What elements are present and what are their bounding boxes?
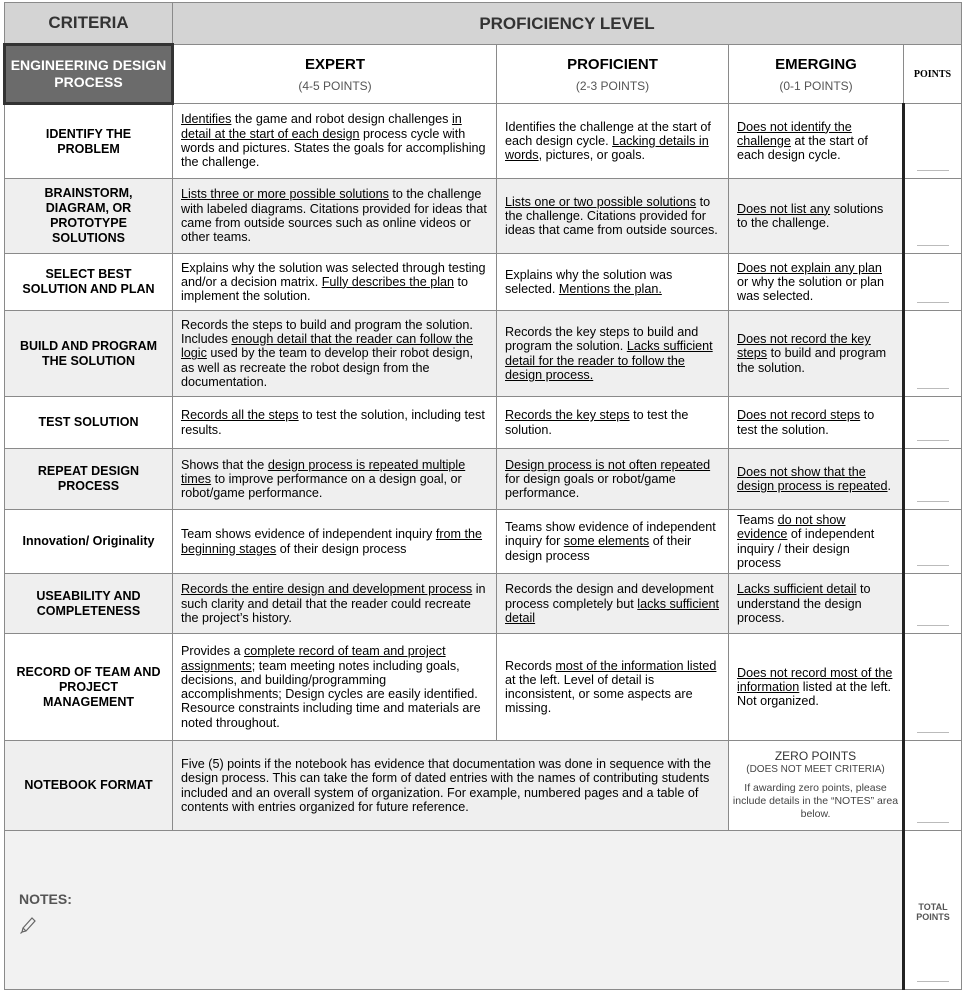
- notebook-format-description: Five (5) points if the notebook has evidence that documentation was done in sequence with the design process. This can take the form of dated entries with the names of contributing students included and an overall system of organization. For example, numbered pages and a table of contents with entries organized for future reference.: [173, 741, 729, 831]
- proficient-header: [497, 45, 729, 104]
- underlined-text: Lists one or two possible solutions: [505, 194, 697, 209]
- zero-points-subtitle: (DOES NOT MEET CRITERIA): [746, 764, 885, 776]
- criteria-rows: [5, 104, 962, 741]
- underlined-text: Lacks sufficient detail: [737, 582, 857, 597]
- proficient-description: [497, 510, 729, 574]
- criteria-row: [5, 104, 962, 179]
- text-segment: at the start of each design cycle.: [737, 133, 868, 163]
- text-segment: Shows that the: [181, 457, 268, 472]
- text-segment: at the left. Level of detail is inconsistent, or some aspects are missing.: [505, 672, 693, 716]
- proficient-description: [497, 311, 729, 397]
- notebook-format-criteria: NOTEBOOK FORMAT: [5, 741, 173, 831]
- points-line: [917, 501, 949, 502]
- criteria-row: [5, 254, 962, 311]
- text-segment: or why the solution or plan was selected.: [737, 274, 885, 304]
- points-entry[interactable]: [904, 254, 962, 311]
- points-entry[interactable]: [904, 741, 962, 831]
- text-segment: for design goals or robot/game performance.: [505, 471, 676, 501]
- underlined-text: complete record of team and project assignments: [181, 644, 446, 673]
- criteria-label: Innovation/ Originality: [5, 510, 173, 574]
- expert-description: [173, 449, 497, 510]
- criteria-row: [5, 634, 962, 741]
- text-segment: process cycle with words and pictures. States the goals for accomplishing the challenge.: [181, 126, 486, 170]
- text-segment: of their design process: [505, 534, 692, 563]
- text-segment: Team shows evidence of independent inquiry: [181, 527, 436, 542]
- underlined-text: do not show evidence: [737, 513, 846, 542]
- proficient-description: [497, 254, 729, 311]
- criteria-label: REPEAT DESIGN PROCESS: [5, 449, 173, 510]
- text-segment: to improve performance on a design goal, or robot/game performance.: [181, 471, 462, 501]
- criteria-label: SELECT BEST SOLUTION AND PLAN: [5, 254, 173, 311]
- criteria-row: [5, 179, 962, 254]
- header-row: [5, 3, 962, 45]
- notebook-format-row: [5, 741, 962, 831]
- expert-points-range: (4-5 POINTS): [298, 78, 372, 93]
- underlined-text: Lacks sufficient detail for the reader to follow the design process.: [505, 339, 713, 382]
- emerging-description: [729, 634, 904, 741]
- text-segment: Teams: [737, 513, 778, 527]
- underlined-text: Records the key steps: [505, 408, 630, 423]
- points-entry[interactable]: [904, 510, 962, 574]
- underlined-text: Design process is not often repeated: [505, 457, 711, 472]
- points-entry[interactable]: [904, 397, 962, 449]
- expert-description: [173, 104, 497, 179]
- emerging-description: [729, 104, 904, 179]
- points-entry[interactable]: [904, 179, 962, 254]
- text-segment: of independent inquiry / their design process: [737, 527, 875, 570]
- text-segment: to understand the design process.: [737, 582, 871, 625]
- text-segment: solutions to the challenge.: [737, 201, 884, 230]
- underlined-text: Does not record most of the information: [737, 665, 893, 695]
- points-entry[interactable]: [904, 449, 962, 510]
- engineering-design-process-label: ENGINEERING DESIGN PROCESS: [5, 45, 173, 104]
- criteria-row: [5, 311, 962, 397]
- proficient-description: [497, 397, 729, 449]
- points-line: [917, 245, 949, 246]
- underlined-text: Does not list any: [737, 201, 831, 216]
- notes-label: NOTES:: [19, 891, 72, 908]
- text-segment: to the challenge. Citations provided for ideas that came from outside sources.: [505, 194, 718, 238]
- underlined-text: enough detail that the reader can follow the logic: [181, 332, 473, 361]
- zero-points-title: ZERO POINTS: [774, 749, 857, 764]
- text-segment: to test the solution, including test results.: [181, 408, 485, 437]
- criteria-row: [5, 510, 962, 574]
- proficient-description: [497, 104, 729, 179]
- points-entry[interactable]: [904, 634, 962, 741]
- text-segment: to test the solution.: [505, 408, 689, 437]
- text-segment: ; team meeting notes including goals, decisions, and building/programming accomplishments; Design cycles are easily identified. Resource constraints including time and materials are noted throughout.: [181, 658, 481, 730]
- underlined-text: Records the entire design and development process: [181, 582, 473, 597]
- text-segment: Provides a: [181, 644, 244, 659]
- criteria-label: BRAINSTORM, DIAGRAM, OR PROTOTYPE SOLUTIONS: [5, 179, 173, 254]
- text-segment: the game and robot design challenges: [231, 112, 452, 127]
- text-segment: listed at the left. Not organized.: [737, 680, 892, 709]
- text-segment: .: [887, 479, 892, 493]
- underlined-text: in detail at the start of each design: [181, 112, 462, 141]
- text-segment: Records: [505, 658, 556, 673]
- points-line: [917, 388, 949, 389]
- points-entry[interactable]: [904, 574, 962, 634]
- text-segment: Records the steps to build and program the solution. Includes: [181, 317, 473, 347]
- underlined-text: Lists three or more possible solutions: [181, 187, 389, 202]
- criteria-label: RECORD OF TEAM AND PROJECT MANAGEMENT: [5, 634, 173, 741]
- criteria-label: BUILD AND PROGRAM THE SOLUTION: [5, 311, 173, 397]
- zero-points-cell: [729, 741, 904, 831]
- text-segment: Records the design and development process completely but: [505, 582, 714, 611]
- text-segment: , pictures, or goals.: [538, 148, 645, 163]
- proficient-title: PROFICIENT: [567, 55, 658, 73]
- criteria-row: [5, 397, 962, 449]
- underlined-text: Does not explain any plan: [737, 260, 882, 275]
- proficient-description: [497, 574, 729, 634]
- criteria-label: IDENTIFY THE PROBLEM: [5, 104, 173, 179]
- expert-description: [173, 179, 497, 254]
- text-segment: Records the key steps to build and program the solution.: [505, 324, 699, 354]
- proficient-points-range: (2-3 POINTS): [575, 78, 650, 93]
- text-segment: Teams show evidence of independent inquiry for: [505, 520, 716, 549]
- emerging-description: [729, 254, 904, 311]
- expert-description: [173, 397, 497, 449]
- expert-header: [173, 45, 497, 104]
- underlined-text: from the beginning stages: [181, 527, 483, 556]
- proficient-description: [497, 179, 729, 254]
- text-segment: used by the team to develop their robot design, as well as recreate the robot design from the documentation.: [181, 346, 473, 389]
- rubric-table: [3, 2, 962, 990]
- text-segment: Explains why the solution was selected.: [505, 267, 673, 296]
- proficiency-level-header: PROFICIENCY LEVEL: [173, 3, 962, 45]
- points-line: [917, 625, 949, 626]
- points-line: [917, 565, 949, 566]
- underlined-text: Does not record steps: [737, 408, 861, 423]
- underlined-text: Fully describes the plan: [321, 274, 455, 289]
- underlined-text: Identifies: [181, 112, 232, 127]
- notes-row: [5, 831, 962, 990]
- expert-description: [173, 634, 497, 741]
- criteria-label: TEST SOLUTION: [5, 397, 173, 449]
- underlined-text: Does not show that the design process is repeated: [737, 464, 888, 493]
- text-segment: to implement the solution.: [181, 274, 469, 304]
- underlined-text: Does not record the key steps: [737, 332, 871, 361]
- emerging-points-range: (0-1 POINTS): [779, 78, 853, 93]
- underlined-text: Records all the steps: [181, 408, 299, 423]
- emerging-description: [729, 510, 904, 574]
- text-segment: to the challenge with labeled diagrams. Citations provided for ideas that came from outside sources such as online videos or other teams.: [181, 187, 487, 245]
- text-segment: Identifies the challenge at the start of each design cycle.: [505, 119, 711, 148]
- emerging-description: [729, 179, 904, 254]
- total-points-cell[interactable]: [904, 831, 962, 990]
- underlined-text: some elements: [563, 534, 650, 549]
- points-line: [917, 302, 949, 303]
- expert-description: [173, 254, 497, 311]
- total-points-label: TOTAL POINTS: [916, 902, 950, 923]
- pencil-icon: [19, 915, 37, 935]
- criteria-row: [5, 574, 962, 634]
- expert-description: [173, 574, 497, 634]
- expert-title: EXPERT: [304, 55, 365, 73]
- underlined-text: Mentions the plan.: [558, 282, 662, 296]
- underlined-text: lacks sufficient detail: [505, 596, 719, 625]
- total-points-line: [917, 981, 949, 982]
- criteria-header: CRITERIA: [5, 3, 173, 45]
- emerging-description: [729, 311, 904, 397]
- notes-area[interactable]: [5, 831, 904, 990]
- text-segment: of their design process: [276, 541, 407, 556]
- text-segment: to test the solution.: [737, 408, 875, 437]
- emerging-description: [729, 397, 904, 449]
- points-header: POINTS: [904, 45, 962, 104]
- text-segment: in such clarity and detail that the reader could recreate the project’s history.: [181, 582, 486, 625]
- criteria-row: [5, 449, 962, 510]
- emerging-description: [729, 449, 904, 510]
- underlined-text: most of the information listed: [555, 658, 717, 673]
- underlined-text: Does not identify the challenge: [737, 119, 852, 148]
- expert-description: [173, 510, 497, 574]
- emerging-description: [729, 574, 904, 634]
- underlined-text: Lacking details in words: [505, 133, 709, 163]
- criteria-label: USEABILITY AND COMPLETENESS: [5, 574, 173, 634]
- underlined-text: design process is repeated multiple times: [181, 457, 466, 486]
- points-line: [917, 440, 949, 441]
- points-entry[interactable]: [904, 104, 962, 179]
- emerging-title: EMERGING: [775, 55, 857, 73]
- text-segment: Explains why the solution was selected through testing and/or a decision matrix.: [181, 260, 486, 289]
- points-line: [917, 822, 949, 823]
- text-segment: to build and program the solution.: [737, 346, 887, 375]
- proficient-description: [497, 634, 729, 741]
- levels-row: [5, 45, 962, 104]
- points-entry[interactable]: [904, 311, 962, 397]
- points-line: [917, 170, 949, 171]
- expert-description: [173, 311, 497, 397]
- points-line: [917, 732, 949, 733]
- emerging-header: [729, 45, 904, 104]
- zero-points-note: If awarding zero points, please include details in the “NOTES” area below.: [732, 782, 899, 821]
- proficient-description: [497, 449, 729, 510]
